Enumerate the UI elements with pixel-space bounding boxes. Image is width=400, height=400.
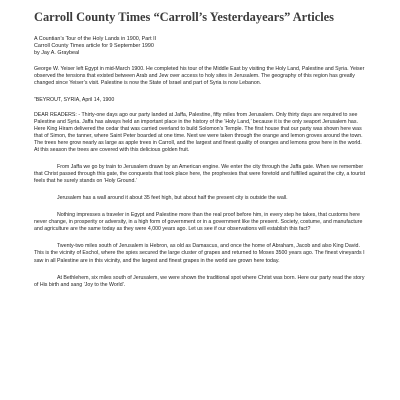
body-paragraph: From Jaffa we go by train to Jerusalem drawn by an American engine. We enter the city through the Jaffa gate. When we remember that Christ passed through this gate, the conquests that took place here, the prophesies that were foretold and fulfilled against the city, a tourist feels that he surely stands on ‘Holy Ground.’ xyxy=(34,164,366,185)
letter-dateline: “BEYROUT, SYRIA, April 14, 1900 xyxy=(34,96,115,103)
article-author: by Jay A. Graybeal xyxy=(34,49,80,56)
body-paragraph: Twenty-two miles south of Jerusalem is Hebron, as old as Damascus, and once the home of Abraham, Jacob and also King David. This is the vicinity of Eschol, where the spies secured the large cluster of grapes and returned to Moses 3500 years ago. The finest vineyards I saw in all Palestine are in this vicinity, and the largest and finest grapes in the world are grown here today. xyxy=(34,243,365,264)
article-byline xyxy=(34,36,366,57)
page-title: Carroll County Times “Carroll’s Yesterdayears” Articles xyxy=(34,10,334,24)
article-subtitle: A Countian’s Tour of the Holy Lands in 1900, Part II xyxy=(34,35,157,42)
body-paragraph: Nothing impresses a traveler in Egypt and Palestine more than the real proof before him, in every step he takes, that customs here never change, in prosperity or adversity, in a high form of government or in a government like the present. Society, costume, and manufacture and agriculture are the same today as they were 4,000 years ago. Let us see if our observations will establish this fact? xyxy=(34,212,363,233)
intro-paragraph: George W. Yeiser left Egypt in mid-March 1900. He completed his tour of the Middle East by visiting the Holy Land, Palestine and Syria. Yeiser observed the tensions that existed between Arab and Jew over access to holy sites in Jerusalem. The geography of this region has greatly changed since Yeiser’s visit. Palestine is now the State of Israel and part of Syria is now Lebanon. xyxy=(34,65,365,86)
body-paragraph: At Bethlehem, six miles south of Jerusalem, we were shown the traditional spot where Christ was born. Here our party read the story of His birth and sang ‘Joy to the World’. xyxy=(34,274,365,288)
body-paragraph: DEAR READERS: - Thirty-one days ago our party landed at Jaffa, Palestine, fifty miles from Jerusalem. Only thirty days are required to see Palestine and Syria. Jaffa has always held an important place in the history of the ‘Holy Land,’ because it is the only seaport Jerusalem has. Here King Hiram delivered the cedar that was carried overland to build Solomon’s Temple. The first house that our party was shown here was that of Simon, the tanner, where Saint Peter boarded at one time. Next we were taken through the orange and lemon groves around the town. The trees here grow nearly as large as apple trees in Carroll, and the largest and finest quality of oranges and lemons grow here in the world. At this season the trees are covered with this delicious golden fruit. xyxy=(34,111,363,154)
body-paragraph: Jerusalem has a wall around it about 35 feet high, but about half the present city is outside the wall. xyxy=(57,195,288,202)
article-source: Carroll County Times article for 9 September 1990 xyxy=(34,42,154,49)
